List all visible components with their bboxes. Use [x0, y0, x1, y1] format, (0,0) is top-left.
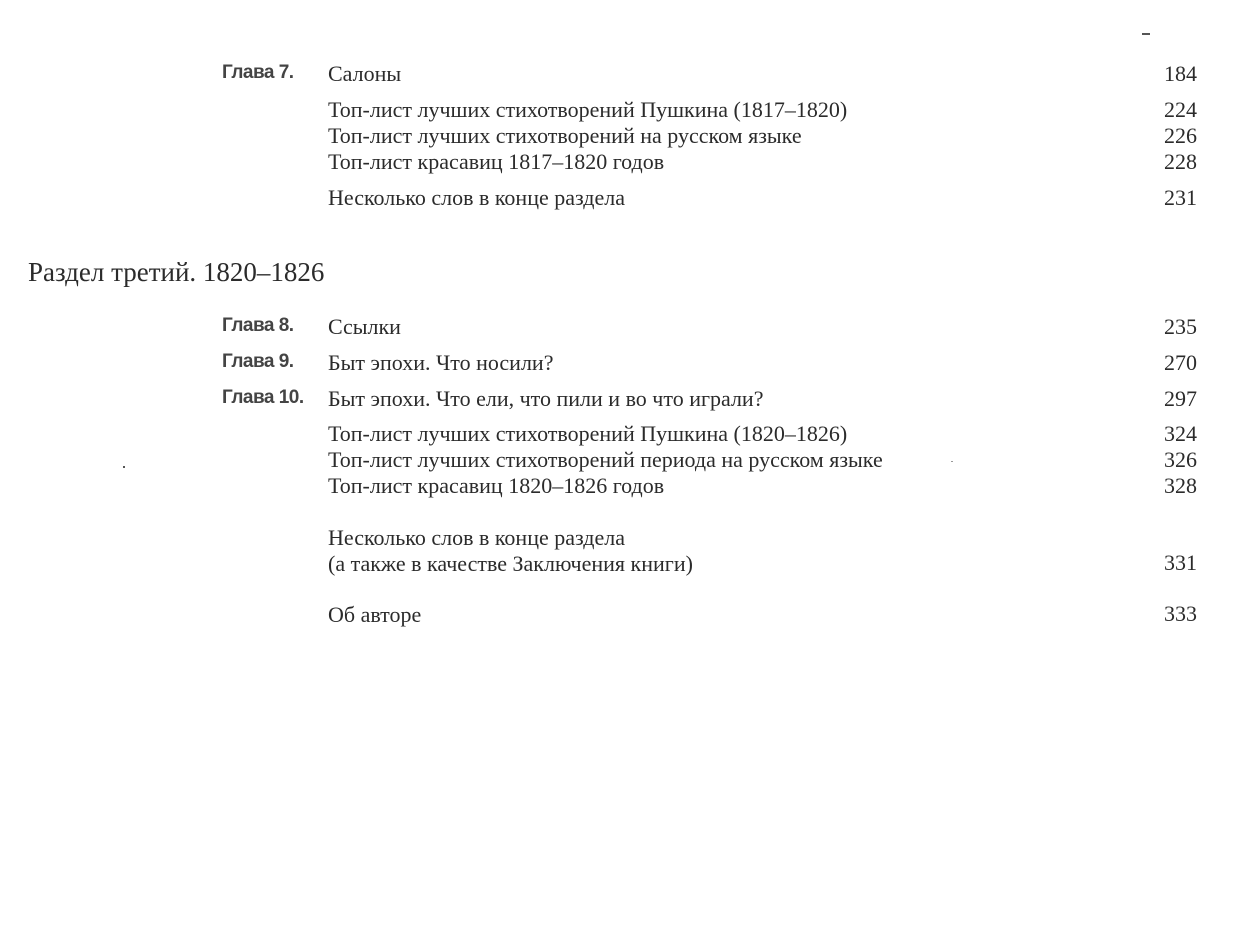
toc-subitem-page: 326 — [1164, 447, 1197, 472]
chapter-7-title: Салоны — [328, 61, 402, 86]
section-title: Раздел третий. 1820–1826 — [28, 257, 325, 287]
scan-speck — [1142, 33, 1150, 35]
closing-page: 331 — [1164, 550, 1197, 575]
toc-subitem-page: 328 — [1164, 473, 1197, 498]
about-author-title: Об авторе — [328, 602, 422, 627]
scan-speck — [951, 461, 953, 462]
toc-subitem-title: Топ-лист лучших стихотворений Пушкина (1820–1826) — [328, 421, 848, 446]
toc-subitem-page: 224 — [1164, 97, 1197, 122]
closing-title-line1: Несколько слов в конце раздела — [328, 525, 625, 550]
chapter-8-label: Глава 8. — [222, 315, 294, 336]
toc-subitem-page: 324 — [1164, 421, 1197, 446]
toc-subitem-title: Топ-лист красавиц 1817–1820 годов — [328, 149, 665, 174]
toc-subitem-title: Топ-лист лучших стихотворений Пушкина (1817–1820) — [328, 97, 848, 122]
toc-subitem-title: Несколько слов в конце раздела — [328, 185, 625, 210]
chapter-8-page: 235 — [1164, 314, 1197, 339]
closing-title-line2: (а также в качестве Заключения книги) — [328, 551, 693, 576]
chapter-10-label: Глава 10. — [222, 387, 304, 408]
chapter-10-title: Быт эпохи. Что ели, что пили и во что играли? — [328, 386, 764, 411]
toc-subitem-title: Топ-лист красавиц 1820–1826 годов — [328, 473, 665, 498]
about-author-page: 333 — [1164, 601, 1197, 626]
chapter-8-title: Ссылки — [328, 314, 401, 339]
scan-speck — [123, 466, 125, 468]
chapter-9-label: Глава 9. — [222, 351, 294, 372]
toc-subitem-page: 231 — [1164, 185, 1197, 210]
toc-subitem-title: Топ-лист лучших стихотворений на русском языке — [328, 123, 802, 148]
toc-subitem-title: Топ-лист лучших стихотворений периода на русском языке — [328, 447, 883, 472]
chapter-9-title: Быт эпохи. Что носили? — [328, 350, 554, 375]
chapter-7-page: 184 — [1164, 61, 1197, 86]
chapter-9-page: 270 — [1164, 350, 1197, 375]
toc-subitem-page: 226 — [1164, 123, 1197, 148]
toc-subitem-page: 228 — [1164, 149, 1197, 174]
chapter-10-page: 297 — [1164, 386, 1197, 411]
chapter-7-label: Глава 7. — [222, 62, 294, 83]
